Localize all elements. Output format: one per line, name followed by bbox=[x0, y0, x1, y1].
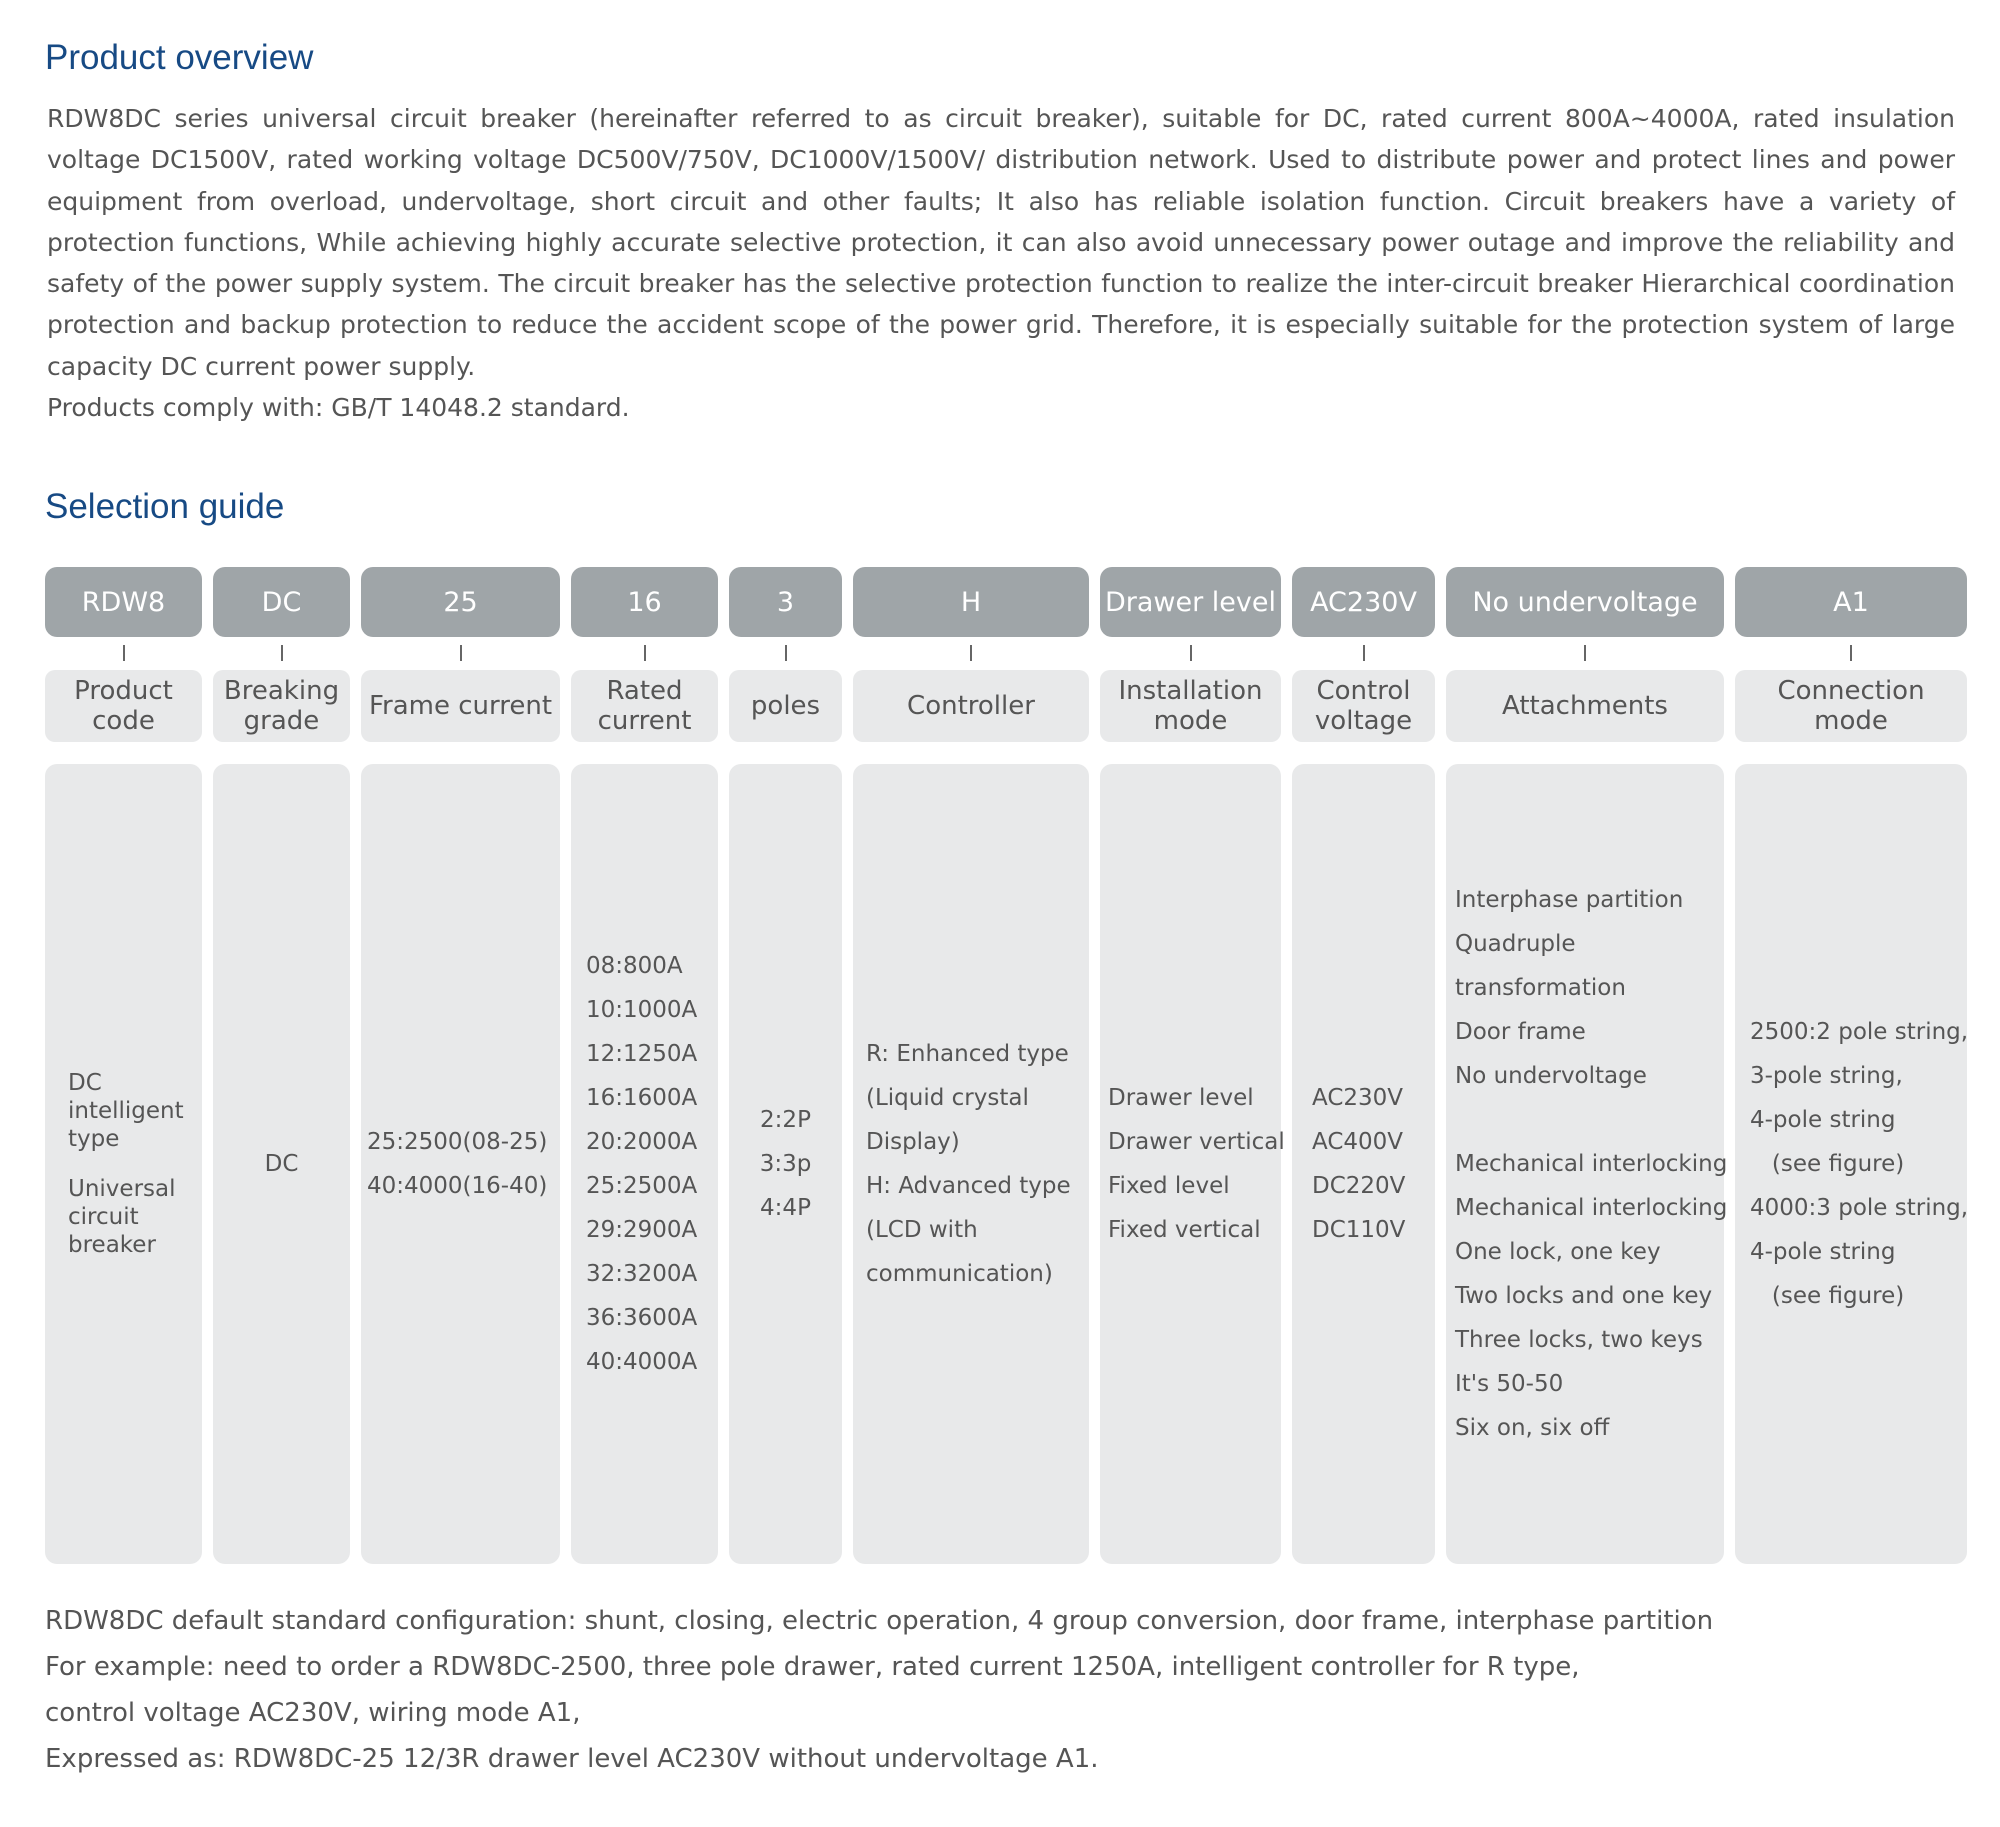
option-item: One lock, one key bbox=[1455, 1239, 1661, 1265]
attachments-connector bbox=[1584, 645, 1586, 661]
option-item: Mechanical interlocking bbox=[1455, 1195, 1728, 1221]
poles-code-chip: 3 bbox=[729, 567, 842, 637]
option-item: DC220V bbox=[1312, 1173, 1406, 1199]
installation-mode-options-list bbox=[1100, 1076, 1285, 1252]
connection-mode-options bbox=[1735, 764, 1967, 1564]
option-item: type bbox=[68, 1126, 120, 1152]
product-code-label: Product code bbox=[45, 670, 202, 742]
rated-current-code-chip: 16 bbox=[571, 567, 718, 637]
default-config-note: RDW8DC default standard configuration: shunt, closing, electric operation, 4 group conversion, door frame, interphase partition bbox=[45, 1606, 1714, 1636]
connection-mode-connector bbox=[1850, 645, 1852, 661]
option-item: R: Enhanced type bbox=[866, 1041, 1069, 1067]
option-item: Universal bbox=[68, 1176, 176, 1202]
controller-label: Controller bbox=[853, 670, 1089, 742]
poles-label: poles bbox=[729, 670, 842, 742]
option-item: 4-pole string bbox=[1750, 1107, 1896, 1133]
option-item: DC110V bbox=[1312, 1217, 1406, 1243]
option-item: 08:800A bbox=[586, 953, 683, 979]
installation-mode-label: Installation mode bbox=[1100, 670, 1281, 742]
breaking-grade-options bbox=[213, 764, 350, 1564]
connection-mode-label: Connection mode bbox=[1735, 670, 1967, 742]
option-item: Interphase partition bbox=[1455, 887, 1684, 913]
option-item: DC bbox=[68, 1070, 102, 1096]
frame-current-options-list bbox=[361, 1120, 560, 1208]
controller-options-list bbox=[853, 1032, 1089, 1296]
option-item: Six on, six off bbox=[1455, 1415, 1610, 1441]
option-item: 3-pole string, bbox=[1750, 1063, 1903, 1089]
attachments-code-chip: No undervoltage bbox=[1446, 567, 1724, 637]
option-item: 36:3600A bbox=[586, 1305, 698, 1331]
product-code-code-chip: RDW8 bbox=[45, 567, 202, 637]
expressed-as-line: Expressed as: RDW8DC-25 12/3R drawer level AC230V without undervoltage A1. bbox=[45, 1744, 1099, 1774]
control-voltage-options bbox=[1292, 764, 1435, 1564]
option-item: Quadruple bbox=[1455, 931, 1576, 957]
controller-code-chip: H bbox=[853, 567, 1089, 637]
connection-mode-options-list bbox=[1735, 1010, 1967, 1318]
option-item: Fixed vertical bbox=[1108, 1217, 1261, 1243]
breaking-grade-options-list bbox=[213, 1142, 350, 1186]
installation-mode-code-chip: Drawer level bbox=[1100, 567, 1281, 637]
installation-mode-connector bbox=[1190, 645, 1192, 661]
attachments-label: Attachments bbox=[1446, 670, 1724, 742]
connection-mode-code-chip: A1 bbox=[1735, 567, 1967, 637]
option-item: 29:2900A bbox=[586, 1217, 698, 1243]
option-item: 10:1000A bbox=[586, 997, 698, 1023]
option-spacer bbox=[1455, 1098, 1724, 1142]
option-item: Door frame bbox=[1455, 1019, 1586, 1045]
option-item: Mechanical interlocking bbox=[1455, 1151, 1728, 1177]
option-item: 4000:3 pole string, bbox=[1750, 1195, 1969, 1221]
option-item: 25:2500(08-25) bbox=[367, 1129, 548, 1155]
controller-options bbox=[853, 764, 1089, 1564]
breaking-grade-code-chip: DC bbox=[213, 567, 350, 637]
option-item: 40:4000(16-40) bbox=[367, 1173, 548, 1199]
option-item: (see figure) bbox=[1750, 1283, 1905, 1309]
rated-current-connector bbox=[644, 645, 646, 661]
option-item: (see figure) bbox=[1750, 1151, 1905, 1177]
option-item: Two locks and one key bbox=[1455, 1283, 1713, 1309]
option-item: 25:2500A bbox=[586, 1173, 698, 1199]
option-item: circuit bbox=[68, 1204, 139, 1230]
frame-current-code-chip: 25 bbox=[361, 567, 560, 637]
option-item: 2500:2 pole string, bbox=[1750, 1019, 1969, 1045]
poles-options bbox=[729, 764, 842, 1564]
option-item: H: Advanced type bbox=[866, 1173, 1071, 1199]
selection-guide-heading: Selection guide bbox=[45, 487, 285, 526]
option-item: Drawer level bbox=[1108, 1085, 1254, 1111]
frame-current-options bbox=[361, 764, 560, 1564]
option-item: AC230V bbox=[1312, 1085, 1404, 1111]
poles-options-list bbox=[729, 1098, 842, 1230]
option-item: Three locks, two keys bbox=[1455, 1327, 1703, 1353]
breaking-grade-connector bbox=[281, 645, 283, 661]
option-item: 32:3200A bbox=[586, 1261, 698, 1287]
option-item: Drawer vertical bbox=[1108, 1129, 1285, 1155]
rated-current-label: Rated current bbox=[571, 670, 718, 742]
option-item: (LCD with bbox=[866, 1217, 978, 1243]
footer-notes bbox=[45, 1598, 1713, 1782]
option-item: 12:1250A bbox=[586, 1041, 698, 1067]
overview-paragraph: RDW8DC series universal circuit breaker (hereinafter referred to as circuit breaker), suitable for DC, rated current 800A~4000A, rated insulation voltage DC1500V, rated working voltage DC500V/750V, DC1000V/1500V/ distribution network. Used to distribute power and protect lines and power equipment from overload, undervoltage, short circuit and other faults; It also has reliable isolation function. Circuit breakers have a variety of protection functions, While achieving highly accurate selective protection, it can also avoid unnecessary power outage and improve the reliability and safety of the power supply system. The circuit breaker has the selective protection function to realize the inter-circuit breaker Hierarchical coordination protection and backup protection to reduce the accident scope of the power grid. Therefore, it is especially suitable for the protection system of large capacity DC current power supply. bbox=[47, 104, 1955, 381]
control-voltage-label: Control voltage bbox=[1292, 670, 1435, 742]
option-item: 40:4000A bbox=[586, 1349, 698, 1375]
attachments-options bbox=[1446, 764, 1728, 1564]
option-item: 4:4P bbox=[760, 1195, 811, 1221]
control-voltage-connector bbox=[1363, 645, 1365, 661]
frame-current-label: Frame current bbox=[361, 670, 560, 742]
option-item: 4-pole string bbox=[1750, 1239, 1896, 1265]
rated-current-options-list bbox=[571, 944, 718, 1384]
option-item: 2:2P bbox=[760, 1107, 811, 1133]
product-code-options-list bbox=[45, 1069, 202, 1259]
option-item: communication) bbox=[866, 1261, 1053, 1287]
controller-connector bbox=[970, 645, 972, 661]
option-item: intelligent bbox=[68, 1098, 184, 1124]
option-item: AC400V bbox=[1312, 1129, 1404, 1155]
rated-current-options bbox=[571, 764, 718, 1564]
option-item: It's 50-50 bbox=[1455, 1371, 1564, 1397]
product-code-connector bbox=[123, 645, 125, 661]
option-item: breaker bbox=[68, 1232, 156, 1258]
breaking-grade-label: Breaking grade bbox=[213, 670, 350, 742]
option-item: 20:2000A bbox=[586, 1129, 698, 1155]
option-item: DC bbox=[264, 1151, 299, 1177]
option-item: 16:1600A bbox=[586, 1085, 698, 1111]
control-voltage-options-list bbox=[1292, 1076, 1435, 1252]
product-code-options bbox=[45, 764, 202, 1564]
overview-text bbox=[47, 98, 1955, 428]
option-item: (Liquid crystal bbox=[866, 1085, 1029, 1111]
product-overview-heading: Product overview bbox=[45, 38, 314, 77]
option-spacer bbox=[68, 1153, 202, 1175]
frame-current-connector bbox=[460, 645, 462, 661]
attachments-options-list bbox=[1446, 878, 1728, 1450]
option-item: No undervoltage bbox=[1455, 1063, 1647, 1089]
option-item: Fixed level bbox=[1108, 1173, 1230, 1199]
installation-mode-options bbox=[1100, 764, 1285, 1564]
option-item: transformation bbox=[1455, 975, 1626, 1001]
control-voltage-code-chip: AC230V bbox=[1292, 567, 1435, 637]
standard-compliance: Products comply with: GB/T 14048.2 standard. bbox=[47, 393, 630, 423]
option-item: 3:3p bbox=[759, 1151, 812, 1177]
option-item: Display) bbox=[866, 1129, 960, 1155]
example-line-continued: control voltage AC230V, wiring mode A1, bbox=[45, 1698, 581, 1728]
poles-connector bbox=[785, 645, 787, 661]
example-line: For example: need to order a RDW8DC-2500, three pole drawer, rated current 1250A, intelligent controller for R type, bbox=[45, 1652, 1580, 1682]
